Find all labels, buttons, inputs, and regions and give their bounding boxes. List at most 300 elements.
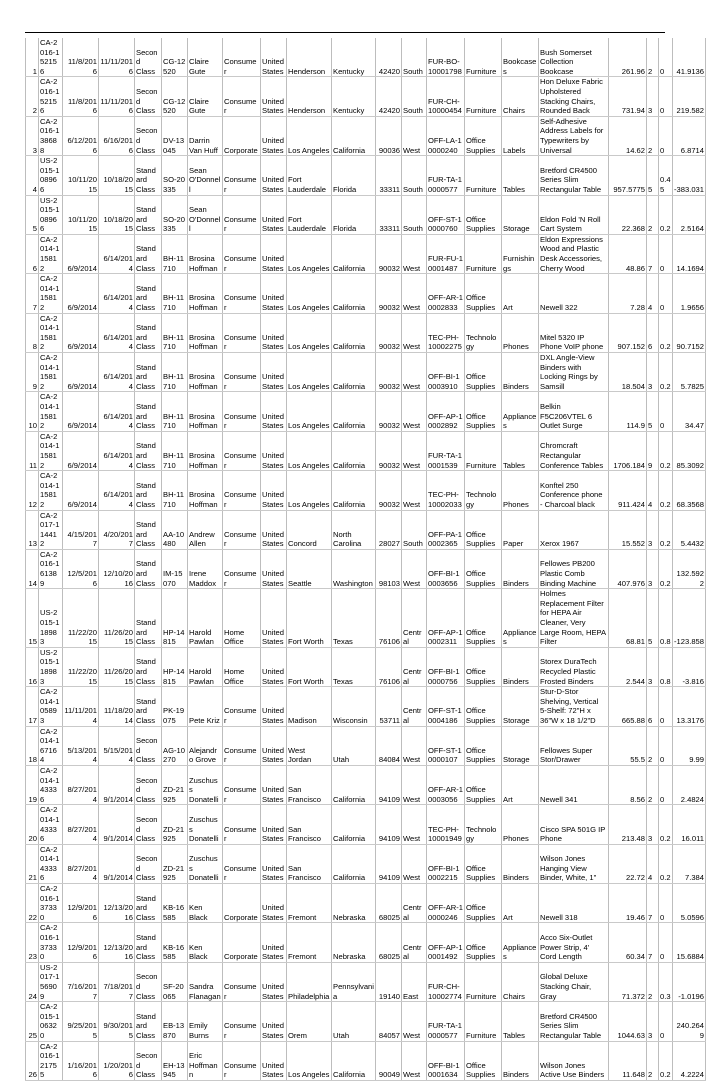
product-id-cell[interactable]: OFF-BI-10003910 <box>427 353 465 392</box>
discount-cell[interactable]: 0.2 <box>659 844 673 883</box>
postal-code-cell[interactable]: 90032 <box>376 392 402 431</box>
customer-id-cell[interactable]: ZD-21925 <box>162 805 188 844</box>
country-cell[interactable]: United States <box>261 431 287 470</box>
row-number-cell[interactable]: 7 <box>26 274 39 313</box>
row-number-cell[interactable]: 17 <box>26 687 39 726</box>
quantity-cell[interactable]: 2 <box>647 726 659 765</box>
order-date-cell[interactable]: 11/22/2015 <box>63 589 99 648</box>
product-name-cell[interactable]: Holmes Replacement Filter for HEPA Air Cleaner, Very Large Room, HEPA Filter <box>539 589 609 648</box>
region-cell[interactable]: Central <box>402 589 427 648</box>
state-cell[interactable]: Wisconsin <box>332 687 376 726</box>
discount-cell[interactable]: 0.2 <box>659 549 673 588</box>
product-name-cell[interactable]: DXL Angle-View Binders with Locking Rings by Samsill <box>539 353 609 392</box>
product-id-cell[interactable]: OFF-LA-10000240 <box>427 116 465 155</box>
product-name-cell[interactable]: Fellowes PB200 Plastic Comb Binding Machine <box>539 549 609 588</box>
profit-cell[interactable]: 7.384 <box>673 844 706 883</box>
region-cell[interactable]: West <box>402 844 427 883</box>
product-name-cell[interactable]: Konftel 250 Conference phone - Charcoal black <box>539 471 609 510</box>
order-id-cell[interactable]: CA-2014-143336 <box>39 805 63 844</box>
ship-mode-cell[interactable]: Standard Class <box>135 353 162 392</box>
product-id-cell[interactable]: OFF-BI-10003656 <box>427 549 465 588</box>
segment-cell[interactable]: Consumer <box>223 195 261 234</box>
customer-id-cell[interactable]: EH-13945 <box>162 1041 188 1080</box>
product-name-cell[interactable]: Belkin F5C206VTEL 6 Outlet Surge <box>539 392 609 431</box>
discount-cell[interactable]: 0.45 <box>659 156 673 195</box>
order-id-cell[interactable]: CA-2014-105893 <box>39 687 63 726</box>
customer-name-cell[interactable]: Emily Burns <box>188 1002 223 1041</box>
customer-id-cell[interactable]: HP-14815 <box>162 589 188 648</box>
discount-cell[interactable]: 0.2 <box>659 805 673 844</box>
ship-date-cell[interactable]: 11/11/2016 <box>99 38 135 77</box>
discount-cell[interactable]: 0.2 <box>659 1041 673 1080</box>
order-id-cell[interactable]: CA-2016-121755 <box>39 1041 63 1080</box>
product-name-cell[interactable]: Newell 322 <box>539 274 609 313</box>
category-cell[interactable]: Office Supplies <box>465 195 502 234</box>
profit-cell[interactable]: 5.4432 <box>673 510 706 549</box>
country-cell[interactable]: United States <box>261 923 287 962</box>
quantity-cell[interactable]: 2 <box>647 195 659 234</box>
order-id-cell[interactable]: CA-2014-115812 <box>39 234 63 273</box>
state-cell[interactable]: Nebraska <box>332 923 376 962</box>
ship-mode-cell[interactable]: Second Class <box>135 1041 162 1080</box>
sub-category-cell[interactable]: Storage <box>502 726 539 765</box>
customer-id-cell[interactable]: KB-16585 <box>162 923 188 962</box>
segment-cell[interactable]: Consumer <box>223 234 261 273</box>
quantity-cell[interactable]: 3 <box>647 77 659 116</box>
city-cell[interactable]: Fort Lauderdale <box>287 195 332 234</box>
category-cell[interactable]: Office Supplies <box>465 765 502 804</box>
quantity-cell[interactable]: 3 <box>647 647 659 686</box>
ship-mode-cell[interactable]: Standard Class <box>135 589 162 648</box>
profit-cell[interactable]: 6.8714 <box>673 116 706 155</box>
customer-id-cell[interactable]: AA-10480 <box>162 510 188 549</box>
customer-name-cell[interactable]: Darrin Van Huff <box>188 116 223 155</box>
row-number-cell[interactable]: 24 <box>26 962 39 1001</box>
discount-cell[interactable]: 0 <box>659 1002 673 1041</box>
order-date-cell[interactable]: 4/15/2017 <box>63 510 99 549</box>
sub-category-cell[interactable]: Binders <box>502 844 539 883</box>
row-number-cell[interactable]: 15 <box>26 589 39 648</box>
state-cell[interactable]: Florida <box>332 156 376 195</box>
order-date-cell[interactable]: 6/9/2014 <box>63 353 99 392</box>
postal-code-cell[interactable]: 68025 <box>376 923 402 962</box>
ship-date-cell[interactable]: 4/20/2017 <box>99 510 135 549</box>
state-cell[interactable]: California <box>332 353 376 392</box>
profit-cell[interactable]: 2.4824 <box>673 765 706 804</box>
sub-category-cell[interactable]: Phones <box>502 805 539 844</box>
sub-category-cell[interactable]: Art <box>502 274 539 313</box>
customer-name-cell[interactable]: Brosina Hoffman <box>188 431 223 470</box>
profit-cell[interactable]: 9.99 <box>673 726 706 765</box>
category-cell[interactable]: Office Supplies <box>465 687 502 726</box>
discount-cell[interactable]: 0 <box>659 392 673 431</box>
product-name-cell[interactable]: Wilson Jones Active Use Binders <box>539 1041 609 1080</box>
ship-mode-cell[interactable]: Second Class <box>135 116 162 155</box>
sales-cell[interactable]: 8.56 <box>609 765 647 804</box>
sales-cell[interactable]: 14.62 <box>609 116 647 155</box>
product-id-cell[interactable]: OFF-ST-10000107 <box>427 726 465 765</box>
postal-code-cell[interactable]: 90049 <box>376 1041 402 1080</box>
customer-name-cell[interactable]: Brosina Hoffman <box>188 392 223 431</box>
state-cell[interactable]: Texas <box>332 647 376 686</box>
customer-name-cell[interactable]: Eric Hoffmann <box>188 1041 223 1080</box>
profit-cell[interactable]: 14.1694 <box>673 234 706 273</box>
country-cell[interactable]: United States <box>261 156 287 195</box>
customer-id-cell[interactable]: BH-11710 <box>162 392 188 431</box>
product-id-cell[interactable]: OFF-AR-10002833 <box>427 274 465 313</box>
product-id-cell[interactable]: OFF-BI-10002215 <box>427 844 465 883</box>
state-cell[interactable]: Kentucky <box>332 77 376 116</box>
sub-category-cell[interactable]: Tables <box>502 156 539 195</box>
order-date-cell[interactable]: 11/22/2015 <box>63 647 99 686</box>
order-id-cell[interactable]: CA-2016-137330 <box>39 923 63 962</box>
profit-cell[interactable]: 68.3568 <box>673 471 706 510</box>
state-cell[interactable]: California <box>332 313 376 352</box>
product-name-cell[interactable]: Fellowes Super Stor/Drawer <box>539 726 609 765</box>
ship-mode-cell[interactable]: Second Class <box>135 805 162 844</box>
customer-id-cell[interactable]: BH-11710 <box>162 471 188 510</box>
order-date-cell[interactable]: 12/5/2016 <box>63 549 99 588</box>
ship-date-cell[interactable]: 12/13/2016 <box>99 884 135 923</box>
region-cell[interactable]: West <box>402 765 427 804</box>
category-cell[interactable]: Office Supplies <box>465 549 502 588</box>
customer-name-cell[interactable]: Harold Pawlan <box>188 647 223 686</box>
customer-id-cell[interactable]: CG-12520 <box>162 38 188 77</box>
country-cell[interactable]: United States <box>261 1041 287 1080</box>
sales-cell[interactable]: 11.648 <box>609 1041 647 1080</box>
ship-date-cell[interactable]: 9/1/2014 <box>99 844 135 883</box>
category-cell[interactable]: Technology <box>465 805 502 844</box>
customer-id-cell[interactable]: IM-15070 <box>162 549 188 588</box>
profit-cell[interactable]: 219.582 <box>673 77 706 116</box>
ship-mode-cell[interactable]: Standard Class <box>135 687 162 726</box>
customer-id-cell[interactable]: SO-20335 <box>162 156 188 195</box>
row-number-cell[interactable]: 4 <box>26 156 39 195</box>
country-cell[interactable]: United States <box>261 313 287 352</box>
postal-code-cell[interactable]: 42420 <box>376 38 402 77</box>
profit-cell[interactable]: 4.2224 <box>673 1041 706 1080</box>
order-id-cell[interactable]: CA-2014-143336 <box>39 844 63 883</box>
region-cell[interactable]: East <box>402 962 427 1001</box>
order-date-cell[interactable]: 6/9/2014 <box>63 274 99 313</box>
city-cell[interactable]: Seattle <box>287 549 332 588</box>
row-number-cell[interactable]: 23 <box>26 923 39 962</box>
ship-date-cell[interactable]: 6/14/2014 <box>99 431 135 470</box>
discount-cell[interactable]: 0 <box>659 687 673 726</box>
sub-category-cell[interactable]: Chairs <box>502 77 539 116</box>
product-id-cell[interactable]: OFF-AR-10003056 <box>427 765 465 804</box>
customer-id-cell[interactable]: BH-11710 <box>162 234 188 273</box>
customer-id-cell[interactable]: SF-20065 <box>162 962 188 1001</box>
profit-cell[interactable]: -3.816 <box>673 647 706 686</box>
order-id-cell[interactable]: US-2017-156909 <box>39 962 63 1001</box>
discount-cell[interactable]: 0.8 <box>659 589 673 648</box>
city-cell[interactable]: Fort Worth <box>287 589 332 648</box>
ship-date-cell[interactable]: 9/30/2015 <box>99 1002 135 1041</box>
customer-name-cell[interactable]: Zuschuss Donatelli <box>188 844 223 883</box>
order-date-cell[interactable]: 7/16/2017 <box>63 962 99 1001</box>
segment-cell[interactable]: Consumer <box>223 549 261 588</box>
order-date-cell[interactable]: 6/9/2014 <box>63 431 99 470</box>
quantity-cell[interactable]: 9 <box>647 431 659 470</box>
sales-cell[interactable]: 907.152 <box>609 313 647 352</box>
category-cell[interactable]: Office Supplies <box>465 1041 502 1080</box>
profit-cell[interactable]: 15.6884 <box>673 923 706 962</box>
city-cell[interactable]: Los Angeles <box>287 471 332 510</box>
order-id-cell[interactable]: CA-2014-143336 <box>39 765 63 804</box>
sales-cell[interactable]: 68.81 <box>609 589 647 648</box>
category-cell[interactable]: Furniture <box>465 156 502 195</box>
product-id-cell[interactable]: OFF-AP-10002311 <box>427 589 465 648</box>
ship-date-cell[interactable]: 12/10/2016 <box>99 549 135 588</box>
sub-category-cell[interactable]: Tables <box>502 1002 539 1041</box>
segment-cell[interactable]: Consumer <box>223 962 261 1001</box>
ship-date-cell[interactable]: 6/14/2014 <box>99 353 135 392</box>
sub-category-cell[interactable]: Binders <box>502 647 539 686</box>
customer-name-cell[interactable]: Brosina Hoffman <box>188 353 223 392</box>
ship-date-cell[interactable]: 7/18/2017 <box>99 962 135 1001</box>
order-date-cell[interactable]: 8/27/2014 <box>63 844 99 883</box>
segment-cell[interactable]: Consumer <box>223 1041 261 1080</box>
state-cell[interactable]: California <box>332 116 376 155</box>
category-cell[interactable]: Office Supplies <box>465 116 502 155</box>
category-cell[interactable]: Office Supplies <box>465 353 502 392</box>
ship-mode-cell[interactable]: Standard Class <box>135 234 162 273</box>
order-id-cell[interactable]: US-2015-108966 <box>39 156 63 195</box>
state-cell[interactable]: California <box>332 844 376 883</box>
profit-cell[interactable]: 34.47 <box>673 392 706 431</box>
ship-mode-cell[interactable]: Standard Class <box>135 647 162 686</box>
segment-cell[interactable]: Consumer <box>223 38 261 77</box>
state-cell[interactable]: Washington <box>332 549 376 588</box>
discount-cell[interactable]: 0 <box>659 116 673 155</box>
ship-date-cell[interactable]: 6/14/2014 <box>99 471 135 510</box>
product-id-cell[interactable]: FUR-BO-10001798 <box>427 38 465 77</box>
discount-cell[interactable]: 0.2 <box>659 195 673 234</box>
postal-code-cell[interactable]: 94109 <box>376 844 402 883</box>
sales-cell[interactable]: 71.372 <box>609 962 647 1001</box>
row-number-cell[interactable]: 16 <box>26 647 39 686</box>
category-cell[interactable]: Office Supplies <box>465 510 502 549</box>
profit-cell[interactable]: 5.0596 <box>673 884 706 923</box>
region-cell[interactable]: West <box>402 726 427 765</box>
customer-name-cell[interactable]: Brosina Hoffman <box>188 234 223 273</box>
city-cell[interactable]: San Francisco <box>287 765 332 804</box>
sales-cell[interactable]: 48.86 <box>609 234 647 273</box>
customer-id-cell[interactable]: BH-11710 <box>162 313 188 352</box>
order-id-cell[interactable]: CA-2014-115812 <box>39 313 63 352</box>
region-cell[interactable]: West <box>402 1002 427 1041</box>
segment-cell[interactable]: Consumer <box>223 77 261 116</box>
ship-mode-cell[interactable]: Standard Class <box>135 1002 162 1041</box>
ship-mode-cell[interactable]: Second Class <box>135 962 162 1001</box>
postal-code-cell[interactable]: 42420 <box>376 77 402 116</box>
ship-mode-cell[interactable]: Standard Class <box>135 549 162 588</box>
sub-category-cell[interactable]: Appliances <box>502 392 539 431</box>
sales-cell[interactable]: 22.368 <box>609 195 647 234</box>
ship-date-cell[interactable]: 11/11/2016 <box>99 77 135 116</box>
country-cell[interactable]: United States <box>261 765 287 804</box>
row-number-cell[interactable]: 13 <box>26 510 39 549</box>
order-id-cell[interactable]: CA-2017-114412 <box>39 510 63 549</box>
quantity-cell[interactable]: 3 <box>647 549 659 588</box>
ship-mode-cell[interactable]: Second Class <box>135 844 162 883</box>
customer-name-cell[interactable]: Claire Gute <box>188 38 223 77</box>
profit-cell[interactable]: 240.2649 <box>673 1002 706 1041</box>
city-cell[interactable]: Henderson <box>287 77 332 116</box>
row-number-cell[interactable]: 2 <box>26 77 39 116</box>
postal-code-cell[interactable]: 90032 <box>376 234 402 273</box>
postal-code-cell[interactable]: 90032 <box>376 431 402 470</box>
order-id-cell[interactable]: CA-2014-115812 <box>39 392 63 431</box>
region-cell[interactable]: West <box>402 1041 427 1080</box>
discount-cell[interactable]: 0 <box>659 77 673 116</box>
profit-cell[interactable]: 1.9656 <box>673 274 706 313</box>
customer-id-cell[interactable]: BH-11710 <box>162 274 188 313</box>
segment-cell[interactable]: Consumer <box>223 274 261 313</box>
sub-category-cell[interactable]: Appliances <box>502 923 539 962</box>
product-name-cell[interactable]: Eldon Expressions Wood and Plastic Desk Accessories, Cherry Wood <box>539 234 609 273</box>
order-id-cell[interactable]: CA-2016-152156 <box>39 77 63 116</box>
country-cell[interactable]: United States <box>261 1002 287 1041</box>
profit-cell[interactable]: -123.858 <box>673 589 706 648</box>
product-name-cell[interactable]: Bretford CR4500 Series Slim Rectangular Table <box>539 156 609 195</box>
quantity-cell[interactable]: 6 <box>647 313 659 352</box>
country-cell[interactable]: United States <box>261 116 287 155</box>
order-date-cell[interactable]: 11/8/2016 <box>63 77 99 116</box>
segment-cell[interactable]: Consumer <box>223 431 261 470</box>
discount-cell[interactable]: 0 <box>659 765 673 804</box>
product-name-cell[interactable]: Stur-D-Stor Shelving, Vertical 5-Shelf: 72"H x 36"W x 18 1/2"D <box>539 687 609 726</box>
quantity-cell[interactable]: 2 <box>647 116 659 155</box>
state-cell[interactable]: Utah <box>332 726 376 765</box>
sales-cell[interactable]: 18.504 <box>609 353 647 392</box>
profit-cell[interactable]: 2.5164 <box>673 195 706 234</box>
ship-mode-cell[interactable]: Standard Class <box>135 195 162 234</box>
sub-category-cell[interactable]: Binders <box>502 353 539 392</box>
quantity-cell[interactable]: 5 <box>647 589 659 648</box>
order-date-cell[interactable]: 6/9/2014 <box>63 471 99 510</box>
city-cell[interactable]: Fort Worth <box>287 647 332 686</box>
country-cell[interactable]: United States <box>261 549 287 588</box>
order-id-cell[interactable]: CA-2014-115812 <box>39 353 63 392</box>
customer-name-cell[interactable]: Brosina Hoffman <box>188 471 223 510</box>
customer-id-cell[interactable]: DV-13045 <box>162 116 188 155</box>
profit-cell[interactable]: 16.011 <box>673 805 706 844</box>
row-number-cell[interactable]: 11 <box>26 431 39 470</box>
product-id-cell[interactable]: OFF-PA-10002365 <box>427 510 465 549</box>
region-cell[interactable]: West <box>402 116 427 155</box>
product-id-cell[interactable]: FUR-CH-10002774 <box>427 962 465 1001</box>
order-date-cell[interactable]: 12/9/2016 <box>63 923 99 962</box>
order-id-cell[interactable]: CA-2016-137330 <box>39 884 63 923</box>
order-id-cell[interactable]: CA-2016-138688 <box>39 116 63 155</box>
segment-cell[interactable]: Consumer <box>223 687 261 726</box>
product-id-cell[interactable]: OFF-BI-10000756 <box>427 647 465 686</box>
sales-cell[interactable]: 22.72 <box>609 844 647 883</box>
country-cell[interactable]: United States <box>261 392 287 431</box>
order-date-cell[interactable]: 9/25/2015 <box>63 1002 99 1041</box>
product-name-cell[interactable]: Bretford CR4500 Series Slim Rectangular Table <box>539 1002 609 1041</box>
ship-mode-cell[interactable]: Standard Class <box>135 156 162 195</box>
order-id-cell[interactable]: US-2015-118983 <box>39 647 63 686</box>
segment-cell[interactable]: Consumer <box>223 1002 261 1041</box>
customer-name-cell[interactable]: Harold Pawlan <box>188 589 223 648</box>
quantity-cell[interactable]: 4 <box>647 274 659 313</box>
category-cell[interactable]: Office Supplies <box>465 726 502 765</box>
country-cell[interactable]: United States <box>261 687 287 726</box>
state-cell[interactable]: Nebraska <box>332 884 376 923</box>
quantity-cell[interactable]: 3 <box>647 510 659 549</box>
category-cell[interactable]: Office Supplies <box>465 392 502 431</box>
product-id-cell[interactable]: FUR-CH-10000454 <box>427 77 465 116</box>
ship-mode-cell[interactable]: Standard Class <box>135 313 162 352</box>
customer-name-cell[interactable]: Sean O'Donnell <box>188 156 223 195</box>
customer-id-cell[interactable]: CG-12520 <box>162 77 188 116</box>
segment-cell[interactable]: Consumer <box>223 844 261 883</box>
state-cell[interactable]: California <box>332 234 376 273</box>
sub-category-cell[interactable]: Binders <box>502 1041 539 1080</box>
category-cell[interactable]: Technology <box>465 313 502 352</box>
segment-cell[interactable]: Consumer <box>223 805 261 844</box>
ship-mode-cell[interactable]: Second Class <box>135 77 162 116</box>
state-cell[interactable]: California <box>332 431 376 470</box>
sub-category-cell[interactable]: Art <box>502 884 539 923</box>
customer-id-cell[interactable]: ZD-21925 <box>162 765 188 804</box>
row-number-cell[interactable]: 19 <box>26 765 39 804</box>
ship-date-cell[interactable]: 9/1/2014 <box>99 805 135 844</box>
customer-name-cell[interactable]: Irene Maddox <box>188 549 223 588</box>
profit-cell[interactable]: 5.7825 <box>673 353 706 392</box>
city-cell[interactable]: Los Angeles <box>287 116 332 155</box>
region-cell[interactable]: West <box>402 234 427 273</box>
city-cell[interactable]: Concord <box>287 510 332 549</box>
row-number-cell[interactable]: 26 <box>26 1041 39 1080</box>
order-date-cell[interactable]: 11/11/2014 <box>63 687 99 726</box>
region-cell[interactable]: West <box>402 353 427 392</box>
row-number-cell[interactable]: 5 <box>26 195 39 234</box>
city-cell[interactable]: Henderson <box>287 38 332 77</box>
sub-category-cell[interactable]: Art <box>502 765 539 804</box>
discount-cell[interactable]: 0.2 <box>659 471 673 510</box>
sales-cell[interactable]: 60.34 <box>609 923 647 962</box>
profit-cell[interactable]: -383.031 <box>673 156 706 195</box>
city-cell[interactable]: San Francisco <box>287 805 332 844</box>
row-number-cell[interactable]: 9 <box>26 353 39 392</box>
row-number-cell[interactable]: 22 <box>26 884 39 923</box>
customer-name-cell[interactable]: Ken Black <box>188 884 223 923</box>
order-id-cell[interactable]: CA-2014-115812 <box>39 431 63 470</box>
ship-date-cell[interactable]: 12/13/2016 <box>99 923 135 962</box>
product-name-cell[interactable]: Chromcraft Rectangular Conference Tables <box>539 431 609 470</box>
state-cell[interactable]: California <box>332 471 376 510</box>
order-id-cell[interactable]: CA-2014-115812 <box>39 471 63 510</box>
order-date-cell[interactable]: 12/9/2016 <box>63 884 99 923</box>
order-id-cell[interactable]: CA-2014-115812 <box>39 274 63 313</box>
product-name-cell[interactable]: Hon Deluxe Fabric Upholstered Stacking Chairs, Rounded Back <box>539 77 609 116</box>
ship-date-cell[interactable]: 11/26/2015 <box>99 647 135 686</box>
product-id-cell[interactable]: OFF-BI-10001634 <box>427 1041 465 1080</box>
row-number-cell[interactable]: 6 <box>26 234 39 273</box>
quantity-cell[interactable]: 2 <box>647 1041 659 1080</box>
sales-cell[interactable]: 15.552 <box>609 510 647 549</box>
country-cell[interactable]: United States <box>261 647 287 686</box>
country-cell[interactable]: United States <box>261 844 287 883</box>
quantity-cell[interactable]: 2 <box>647 962 659 1001</box>
discount-cell[interactable]: 0.2 <box>659 431 673 470</box>
sales-cell[interactable]: 665.88 <box>609 687 647 726</box>
category-cell[interactable]: Furniture <box>465 38 502 77</box>
